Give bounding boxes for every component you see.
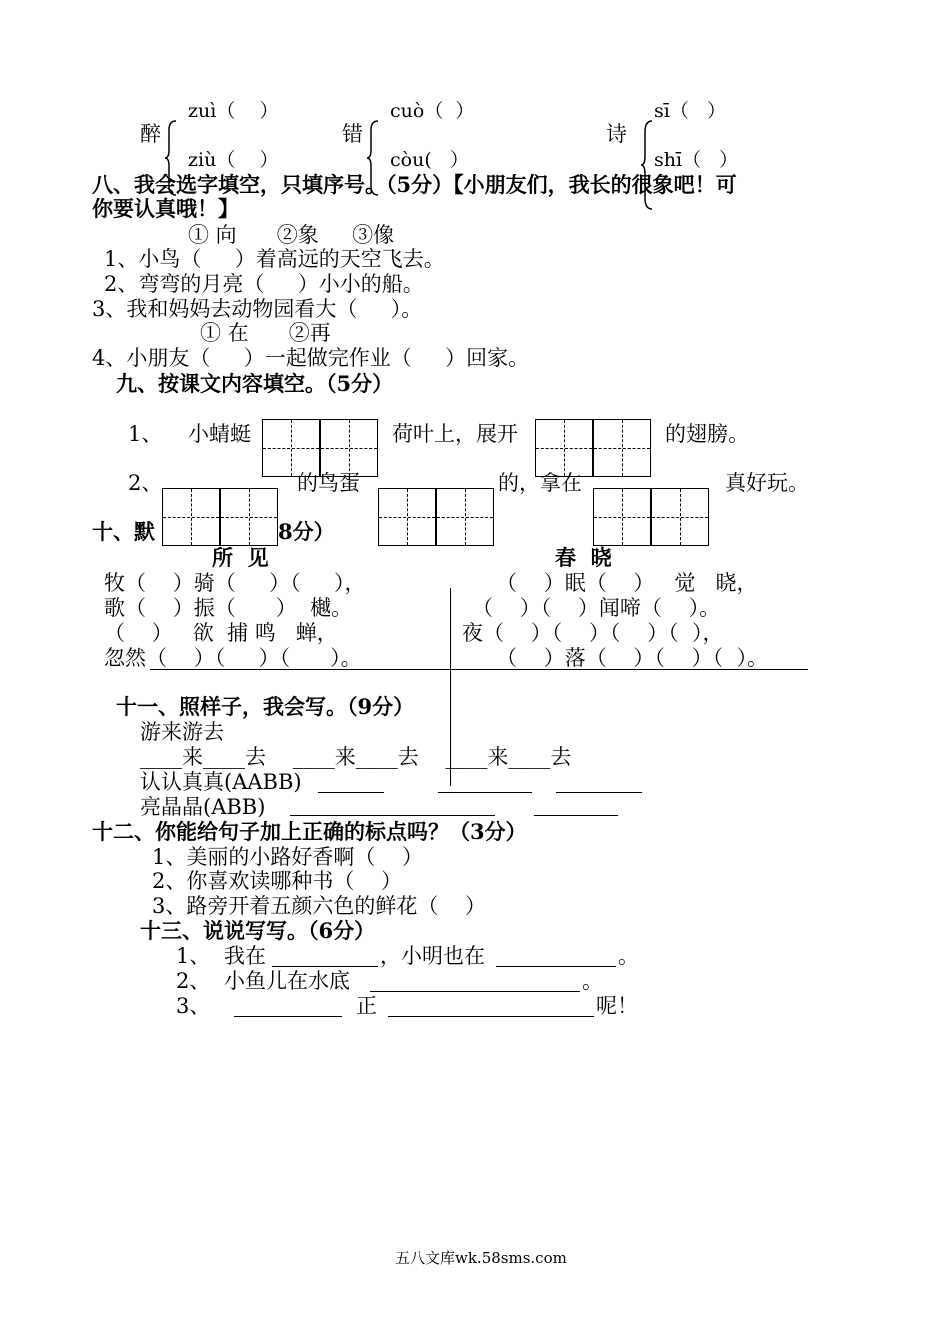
section13-line2-number: 2、 bbox=[176, 969, 211, 993]
section13-line2-text-a: 小鱼儿在水底 bbox=[224, 969, 350, 993]
pinyin-zui-2: ziù（ ） bbox=[188, 149, 279, 171]
writing-box[interactable] bbox=[535, 419, 593, 477]
answer-line[interactable] bbox=[496, 966, 616, 967]
section11-example-3: 亮晶晶(ABB) bbox=[140, 795, 266, 819]
section11-example-2: 认认真真(AABB) bbox=[140, 770, 302, 794]
section11-fill-row-1: ____来____去 ____来____去 ____来____去 bbox=[140, 745, 572, 769]
section9-line2-text-a: 的鸟蛋 bbox=[297, 471, 360, 495]
poem2-line2: （ ）（ ）闻啼（ ）。 bbox=[472, 596, 721, 620]
answer-line[interactable] bbox=[290, 815, 495, 816]
section11-title: 十一、照样子，我会写。（9分） bbox=[116, 694, 415, 719]
char-cuo: 错 bbox=[342, 122, 363, 146]
answer-line[interactable] bbox=[272, 966, 378, 967]
section12-q1: 1、美丽的小路好香啊（ ） bbox=[152, 845, 424, 869]
section9-line1-text-b: 荷叶上，展开 bbox=[392, 422, 518, 446]
section8-q1: 1、小鸟（ ）着高远的天空飞去。 bbox=[104, 247, 445, 271]
answer-line[interactable] bbox=[388, 1016, 594, 1017]
section13-line1-text-a: 我在 bbox=[224, 944, 266, 968]
section13-title: 十三、说说写写。（6分） bbox=[140, 918, 376, 943]
section12-q3: 3、路旁开着五颜六色的鲜花（ ） bbox=[152, 894, 487, 918]
section11-example-1: 游来游去 bbox=[140, 720, 224, 744]
answer-line[interactable] bbox=[438, 792, 532, 793]
poem2-line3: 夜（ ）（ ）（ ）（ ）， bbox=[462, 621, 724, 645]
answer-line[interactable] bbox=[556, 792, 642, 793]
section10-title: 十、默 bbox=[92, 519, 155, 544]
pinyin-shi-2: shī（ ） bbox=[654, 149, 739, 171]
section8-options-2: ① 在 ②再 bbox=[200, 321, 331, 345]
poem-title-suojian: 所 见 bbox=[212, 545, 269, 570]
section12-q2: 2、你喜欢读哪种书（ ） bbox=[152, 869, 403, 893]
section13-line3-text-c: 呢！ bbox=[596, 994, 638, 1018]
section13-line1-text-b: ，小明也在 bbox=[380, 944, 485, 968]
section13-line1-text-c: 。 bbox=[618, 944, 639, 968]
poem1-line3: （ ） 欲 捕 鸣 蝉， bbox=[104, 621, 338, 645]
poem2-line4: （ ）落（ ）（ ）（ ）。 bbox=[496, 646, 768, 670]
poem1-line1: 牧（ ）骑（ ）（ ）， bbox=[104, 571, 366, 595]
poem2-line1: （ ）眠（ ） 觉 晓， bbox=[496, 571, 758, 595]
pinyin-cuo-1: cuò（ ） bbox=[390, 100, 475, 122]
pinyin-zui-1: zuì（ ） bbox=[188, 100, 279, 122]
answer-line[interactable] bbox=[318, 792, 384, 793]
pinyin-cuo-2: còu( ） bbox=[390, 149, 469, 171]
section12-title: 十二、你能给句子加上正确的标点吗？（3分） bbox=[92, 819, 527, 844]
writing-box[interactable] bbox=[593, 419, 651, 477]
writing-box[interactable] bbox=[162, 488, 220, 546]
section8-q4: 4、小朋友（ ）一起做完作业（ ）回家。 bbox=[92, 346, 530, 370]
char-shi: 诗 bbox=[606, 122, 627, 146]
answer-line[interactable] bbox=[234, 1016, 342, 1017]
section9-line2-number: 2、 bbox=[128, 471, 163, 495]
section9-title: 九、按课文内容填空。（5分） bbox=[116, 371, 394, 396]
section9-line2-text-b: 的，拿在 bbox=[498, 471, 582, 495]
section13-line3-text-b: 正 bbox=[356, 994, 377, 1018]
section8-q3: 3、我和妈妈去动物园看大（ ）。 bbox=[92, 297, 423, 321]
section9-line1-text-a: 小蜻蜓 bbox=[188, 422, 251, 446]
section8-options-1: ① 向 ②象 ③像 bbox=[188, 223, 395, 247]
writing-box[interactable] bbox=[320, 419, 378, 477]
section8-title: 八、我会选字填空，只填序号。（5分）【小朋友们，我长的很象吧！可 bbox=[92, 172, 737, 197]
answer-line[interactable] bbox=[534, 815, 618, 816]
writing-box[interactable] bbox=[651, 488, 709, 546]
section9-line1-text-c: 的翅膀。 bbox=[665, 422, 749, 446]
writing-box[interactable] bbox=[262, 419, 320, 477]
poem-title-chunxiao: 春 晓 bbox=[555, 545, 612, 570]
char-zui: 醉 bbox=[140, 122, 161, 146]
poem1-line4: 忽然（ ）（ ）（ ）。 bbox=[104, 646, 362, 670]
writing-box[interactable] bbox=[220, 488, 278, 546]
pinyin-shi-1: sī（ ） bbox=[654, 100, 726, 122]
section8-q2: 2、弯弯的月亮（ ）小小的船。 bbox=[104, 272, 424, 296]
writing-box[interactable] bbox=[436, 488, 494, 546]
section13-line2-text-c: 。 bbox=[582, 969, 603, 993]
section13-line3-number: 3、 bbox=[176, 994, 211, 1018]
section9-line2-text-c: 真好玩。 bbox=[725, 471, 809, 495]
section9-line1-number: 1、 bbox=[128, 422, 163, 446]
section13-line1-number: 1、 bbox=[176, 944, 211, 968]
section8-title-cont: 你要认真哦！】 bbox=[92, 196, 239, 221]
footer-watermark: 五八文库wk.58sms.com bbox=[395, 1249, 567, 1267]
poem1-line2: 歌（ ）振（ ） 樾。 bbox=[104, 596, 353, 620]
divider-horizontal bbox=[150, 669, 808, 670]
writing-box[interactable] bbox=[593, 488, 651, 546]
answer-line[interactable] bbox=[370, 991, 580, 992]
writing-box[interactable] bbox=[378, 488, 436, 546]
section10-title-score: 8分） bbox=[278, 519, 335, 544]
